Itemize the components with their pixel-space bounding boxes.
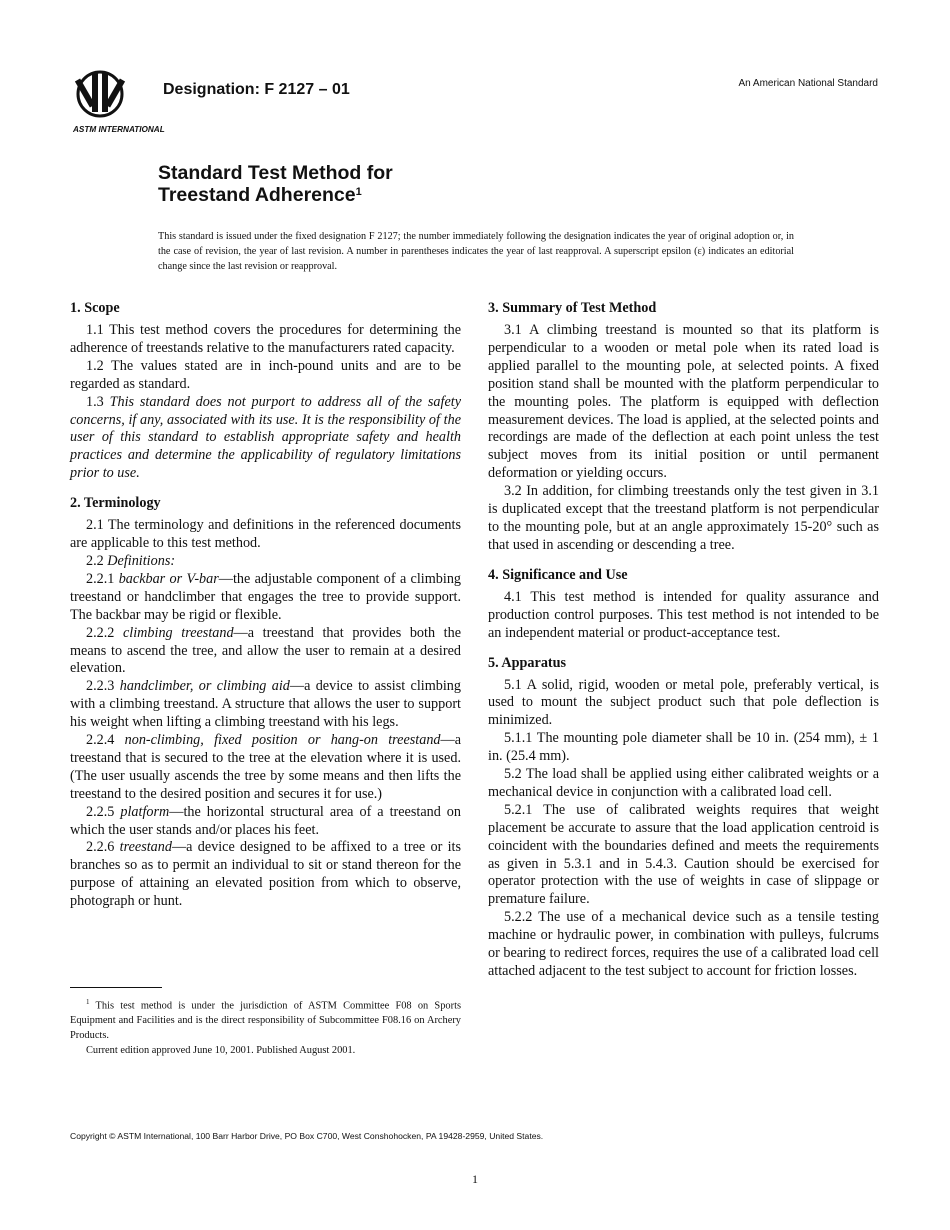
footnote (70, 995, 461, 1058)
footnote-edition: Current edition approved June 10, 2001. Published August 2001. (86, 1045, 356, 1057)
section-heading-significance: 4. Significance and Use (488, 566, 628, 583)
section-heading-terminology: 2. Terminology (70, 495, 161, 512)
paragraph-1-2: 1.2 The values stated are in inch-pound units and are to be regarded as standard. (70, 357, 461, 392)
footnote-divider (70, 987, 162, 988)
astm-logo-graphic (70, 66, 165, 138)
section-heading-apparatus: 5. Apparatus (488, 654, 567, 671)
paragraph-1-1: 1.1 This test method covers the procedures for determining the adherence of treestands relative to the manufacturers rated capacity. (70, 322, 461, 356)
paragraph-5-2-1: 5.2.1 The use of calibrated weights requires that weight placement be accurate to assure that the load application centroid is coincident with the boundaries defined and meets the requirements as given in 5.3.1 and in 5.4.3. Caution should be exercised for operator protection with the use of weights in case of slippage or premature failure. (488, 801, 879, 908)
paragraph-2-1: 2.1 The terminology and definitions in the referenced documents are applicable to this test method. (70, 517, 461, 552)
definition-platform: 2.2.5 platform—the horizontal structural area of a treestand on which the user stands and/or places his feet. (70, 803, 461, 838)
right-column (488, 298, 879, 981)
definition-fixed-position: 2.2.4 non-climbing, fixed position or hang-on treestand—a treestand that is secured to the tree at the elevation where it is used. (The user usually ascends the tree by some means and then lifts the treestand to the desired position and secures it for use.) (70, 732, 462, 802)
paragraph-2-2: 2.2 Definitions: (86, 552, 176, 569)
copyright-notice: Copyright © ASTM International, 100 Barr Harbor Drive, PO Box C700, West Conshohocken, PA 19428-2959, United States. (70, 1131, 544, 1141)
left-column (70, 298, 461, 911)
issuance-note: This standard is issued under the fixed designation F 2127; the number immediately following the designation indicates the year of original adoption or, in the case of revision, the year of last revision. A number in parentheses indicates the year of last reapproval. A superscript epsilon (ε) indicates an editorial change since the last revision or reapproval. (158, 231, 794, 272)
definition-treestand: 2.2.6 treestand—a device designed to be affixed to a tree or its branches so as to permit an individual to sit or stand thereon for the purpose of attaining an elevated position from which to observe, photograph or hunt. (70, 839, 461, 910)
document-title (158, 162, 393, 206)
title-line-1: Standard Test Method for (158, 162, 393, 184)
logo-wordmark: ASTM INTERNATIONAL (73, 125, 165, 134)
paragraph-1-3: 1.3 This standard does not purport to address all of the safety concerns, if any, associated with its use. It is the responsibility of the user of this standard to establish appropriate safety and health practices and determine the applicability of regulatory limitations prior to use. (70, 393, 462, 482)
page-number: 1 (472, 1172, 478, 1186)
paragraph-5-1: 5.1 A solid, rigid, wooden or metal pole, preferably vertical, is used to mount the subject product such that pole deflection is minimized. (488, 676, 879, 729)
paragraph-4-1: 4.1 This test method is intended for quality assurance and production control purposes. This test method is not intended to be an independent material or product-acceptance test. (488, 588, 879, 641)
national-standard-label: An American National Standard (738, 78, 878, 89)
paragraph-5-1-1: 5.1.1 The mounting pole diameter shall be 10 in. (254 mm), ± 1 in. (25.4 mm). (488, 730, 879, 765)
title-footnote-mark: 1 (355, 186, 362, 198)
title-line-2: Treestand Adherence$^1$ (158, 184, 362, 206)
section-heading-scope: 1. Scope (70, 300, 120, 316)
definition-climbing-treestand: 2.2.2 climbing treestand—a treestand that provides both the means to ascend the tree, and allow the user to remain at a desired elevation. (70, 624, 461, 677)
paragraph-5-2-2: 5.2.2 The use of a mechanical device such as a tensile testing machine or hydraulic power, in combination with pulleys, fulcrums or bearing to redirect forces, requires the use of a calibrated load cell attached adjacent to the test subject to account for friction losses. (488, 909, 879, 979)
paragraph-5-2: 5.2 The load shall be applied using either calibrated weights or a mechanical device in conjunction with a calibrated load cell. (488, 766, 879, 800)
paragraph-3-1: 3.1 A climbing treestand is mounted so that its platform is perpendicular to a wooden or metal pole when its rated load is applied parallel to the mounting pole, at selected points. A fixed position stand shall be mounted with the platform perpendicular to the mounting poles. The platform is equipped with deflection measurement devices. The load is applied, at the selected points and recordings are made of the deflection at each point unless the test subject moves from its initial position or until permanent deformation or yielding occurs. (488, 322, 879, 482)
designation: Designation: F 2127 – 01 (163, 81, 350, 98)
definition-handclimber: 2.2.3 handclimber, or climbing aid—a device to assist climbing with a climbing treestand. A structure that allows the user to support his weight when lifting a climbing treestand with his legs. (70, 678, 461, 731)
section-heading-summary: 3. Summary of Test Method (488, 300, 657, 316)
paragraph-3-2: 3.2 In addition, for climbing treestands only the test given in 3.1 is duplicated except that the treestand platform is not perpendicular to the mounting pole, but at an angle approximately 15-20° such as that used in ascending or descending a tree. (488, 483, 879, 553)
footnote-jurisdiction: $^1$ This test method is under the jurisdiction of ASTM Committee F08 on Sports Equipment and Facilities and is the direct responsibility of Subcommittee F08.16 on Archery Products. (70, 998, 461, 1042)
astm-logo (70, 66, 165, 138)
definition-backbar: 2.2.1 backbar or V-bar—the adjustable component of a climbing treestand or handclimber that engages the tree to provide support. The backbar may be rigid or flexible. (70, 570, 462, 623)
